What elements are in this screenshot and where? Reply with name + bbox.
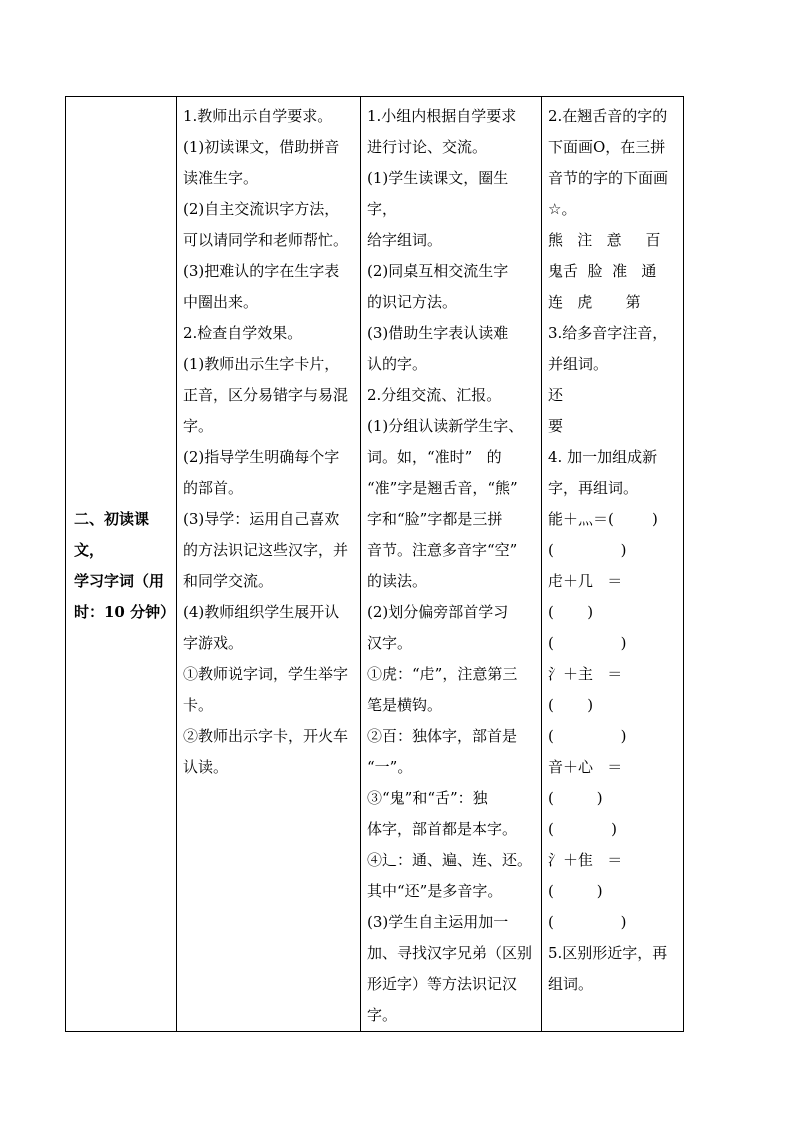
exercise-text-line: ( ) <box>548 696 594 714</box>
student-text-line: 形近字）等方法识记汉 <box>367 975 518 993</box>
student-text-line: 认的字。 <box>367 355 428 373</box>
exercise-text-line: ( ) <box>548 820 617 838</box>
student-text-line: 2.分组交流、汇报。 <box>367 386 502 404</box>
exercise-text-line: 氵＋隹 ＝ <box>548 851 623 869</box>
student-text-line: (1)分组认读新学生字、 <box>367 417 524 435</box>
exercise-text-line: 鬼舌 脸 准 通 <box>548 262 657 280</box>
student-text-line: (1)学生读课文，圈生字， <box>367 169 509 218</box>
teacher-activity-cell <box>177 97 361 1032</box>
teacher-text-line: 字游戏。 <box>183 634 244 652</box>
student-text-line: ③“鬼”和“舌”：独 <box>367 789 488 807</box>
student-text-line: ②百：独体字，部首是 <box>367 727 518 745</box>
student-text-line: 的读法。 <box>367 572 428 590</box>
exercise-text-line: 5.区别形近字，再 <box>548 944 668 962</box>
teacher-text-line: 读准生字。 <box>183 169 259 187</box>
exercise-text-line: ( ) <box>548 727 627 745</box>
student-text-line: 体字，部首都是本字。 <box>367 820 518 838</box>
student-activity-cell <box>361 97 542 1032</box>
exercise-text-line: 能＋灬＝( ) <box>548 510 658 528</box>
exercise-text-line: 连 虎 第 <box>548 293 641 311</box>
exercise-text-line: 组词。 <box>548 975 594 993</box>
exercise-text-line: ( ) <box>548 913 627 931</box>
exercise-text-line: 4. 加一加组成新 <box>548 448 658 466</box>
teacher-text-line: (1)初读课文，借助拼音 <box>183 138 340 156</box>
student-text-line: 给字组词。 <box>367 231 443 249</box>
lesson-plan-table <box>65 96 684 1032</box>
student-text-line: (3)借助生字表认读难 <box>367 324 509 342</box>
exercise-text-line: 要 <box>548 417 564 435</box>
teacher-text-line: 的部首。 <box>183 479 244 497</box>
teacher-text-line: (3)导学：运用自己喜欢 <box>183 510 340 528</box>
exercise-text-line: 下面画O，在三拼 <box>548 138 666 156</box>
student-text-line: 笔是横钩。 <box>367 696 443 714</box>
exercise-text-line: ( ) <box>548 541 627 559</box>
student-text-line: ④辶：通、遍、连、还。 <box>367 851 533 869</box>
student-text-line: 汉字。 <box>367 634 413 652</box>
exercise-text-line: 音节的字的下面画 <box>548 169 669 187</box>
student-text-line: (2)同桌互相交流生字 <box>367 262 509 280</box>
exercise-text-line: 还 <box>548 386 564 404</box>
exercise-text-line: 虍＋几 ＝ <box>548 572 623 590</box>
table-row <box>66 97 684 1032</box>
stage-title-line: 时：10 分钟） <box>74 603 176 621</box>
teacher-text-line: (4)教师组织学生展开认 <box>183 603 340 621</box>
teacher-text-line: (1)教师出示生字卡片， <box>183 355 340 373</box>
exercise-text-line: 音＋心 ＝ <box>548 758 623 776</box>
exercise-text-line: 并组词。 <box>548 355 609 373</box>
teacher-text-line: 认读。 <box>183 758 229 776</box>
lesson-plan-sheet <box>65 96 683 1024</box>
teacher-text-line: 正音，区分易错字与易混 <box>183 386 349 404</box>
teacher-text-line: 中圈出来。 <box>183 293 259 311</box>
student-text-line: 进行讨论、交流。 <box>367 138 488 156</box>
student-text-line: 字。 <box>367 1006 398 1024</box>
student-text-line: (3)学生自主运用加一 <box>367 913 509 931</box>
student-text-line: 音节。注意多音字“空” <box>367 541 518 559</box>
teacher-text-line: 和同学交流。 <box>183 572 274 590</box>
student-text-line: “准”字是翘舌音，“熊” <box>367 479 518 497</box>
student-text-line: 的识记方法。 <box>367 293 458 311</box>
teacher-text-line: 卡。 <box>183 696 214 714</box>
teacher-text-line: ①教师说字词，学生举字 <box>183 665 349 683</box>
student-text-line: “一”。 <box>367 758 413 776</box>
exercise-text-line: 3.给多音字注音， <box>548 324 668 342</box>
teacher-text-line: ②教师出示字卡，开火车 <box>183 727 349 745</box>
student-text-line: 词。如，“准时” 的 <box>367 448 502 466</box>
teacher-text-line: 字。 <box>183 417 214 435</box>
exercise-text-line: ( ) <box>548 603 594 621</box>
exercise-text-line: ☆。 <box>548 200 577 218</box>
student-text-line: 加、寻找汉字兄弟（区别 <box>367 944 533 962</box>
teacher-text-line: (2)指导学生明确每个字 <box>183 448 340 466</box>
stage-cell <box>66 97 177 1032</box>
exercise-cell <box>542 97 684 1032</box>
stage-title-line: 二、初读课文， <box>74 510 150 559</box>
student-text-line: 字和“脸”字都是三拼 <box>367 510 503 528</box>
teacher-text-line: (3)把难认的字在生字表 <box>183 262 340 280</box>
exercise-text-line: 字，再组词。 <box>548 479 639 497</box>
teacher-text-line: 的方法识记这些汉字，并 <box>183 541 349 559</box>
exercise-text-line: 熊 注 意 百 <box>548 231 661 249</box>
teacher-text-line: (2)自主交流识字方法， <box>183 200 340 218</box>
student-text-line: ①虎：“虍”，注意第三 <box>367 665 518 683</box>
exercise-text-line: 氵＋主 ＝ <box>548 665 623 683</box>
student-text-line: 其中“还”是多音字。 <box>367 882 503 900</box>
exercise-text-line: ( ) <box>548 789 603 807</box>
teacher-text-line: 1.教师出示自学要求。 <box>183 107 333 125</box>
exercise-text-line: ( ) <box>548 882 603 900</box>
stage-title-line: 学习字词（用 <box>74 572 165 590</box>
exercise-text-line: 2.在翘舌音的字的 <box>548 107 668 125</box>
teacher-text-line: 可以请同学和老师帮忙。 <box>183 231 349 249</box>
student-text-line: 1.小组内根据自学要求 <box>367 107 517 125</box>
exercise-text-line: ( ) <box>548 634 627 652</box>
teacher-text-line: 2.检查自学效果。 <box>183 324 303 342</box>
student-text-line: (2)划分偏旁部首学习 <box>367 603 509 621</box>
